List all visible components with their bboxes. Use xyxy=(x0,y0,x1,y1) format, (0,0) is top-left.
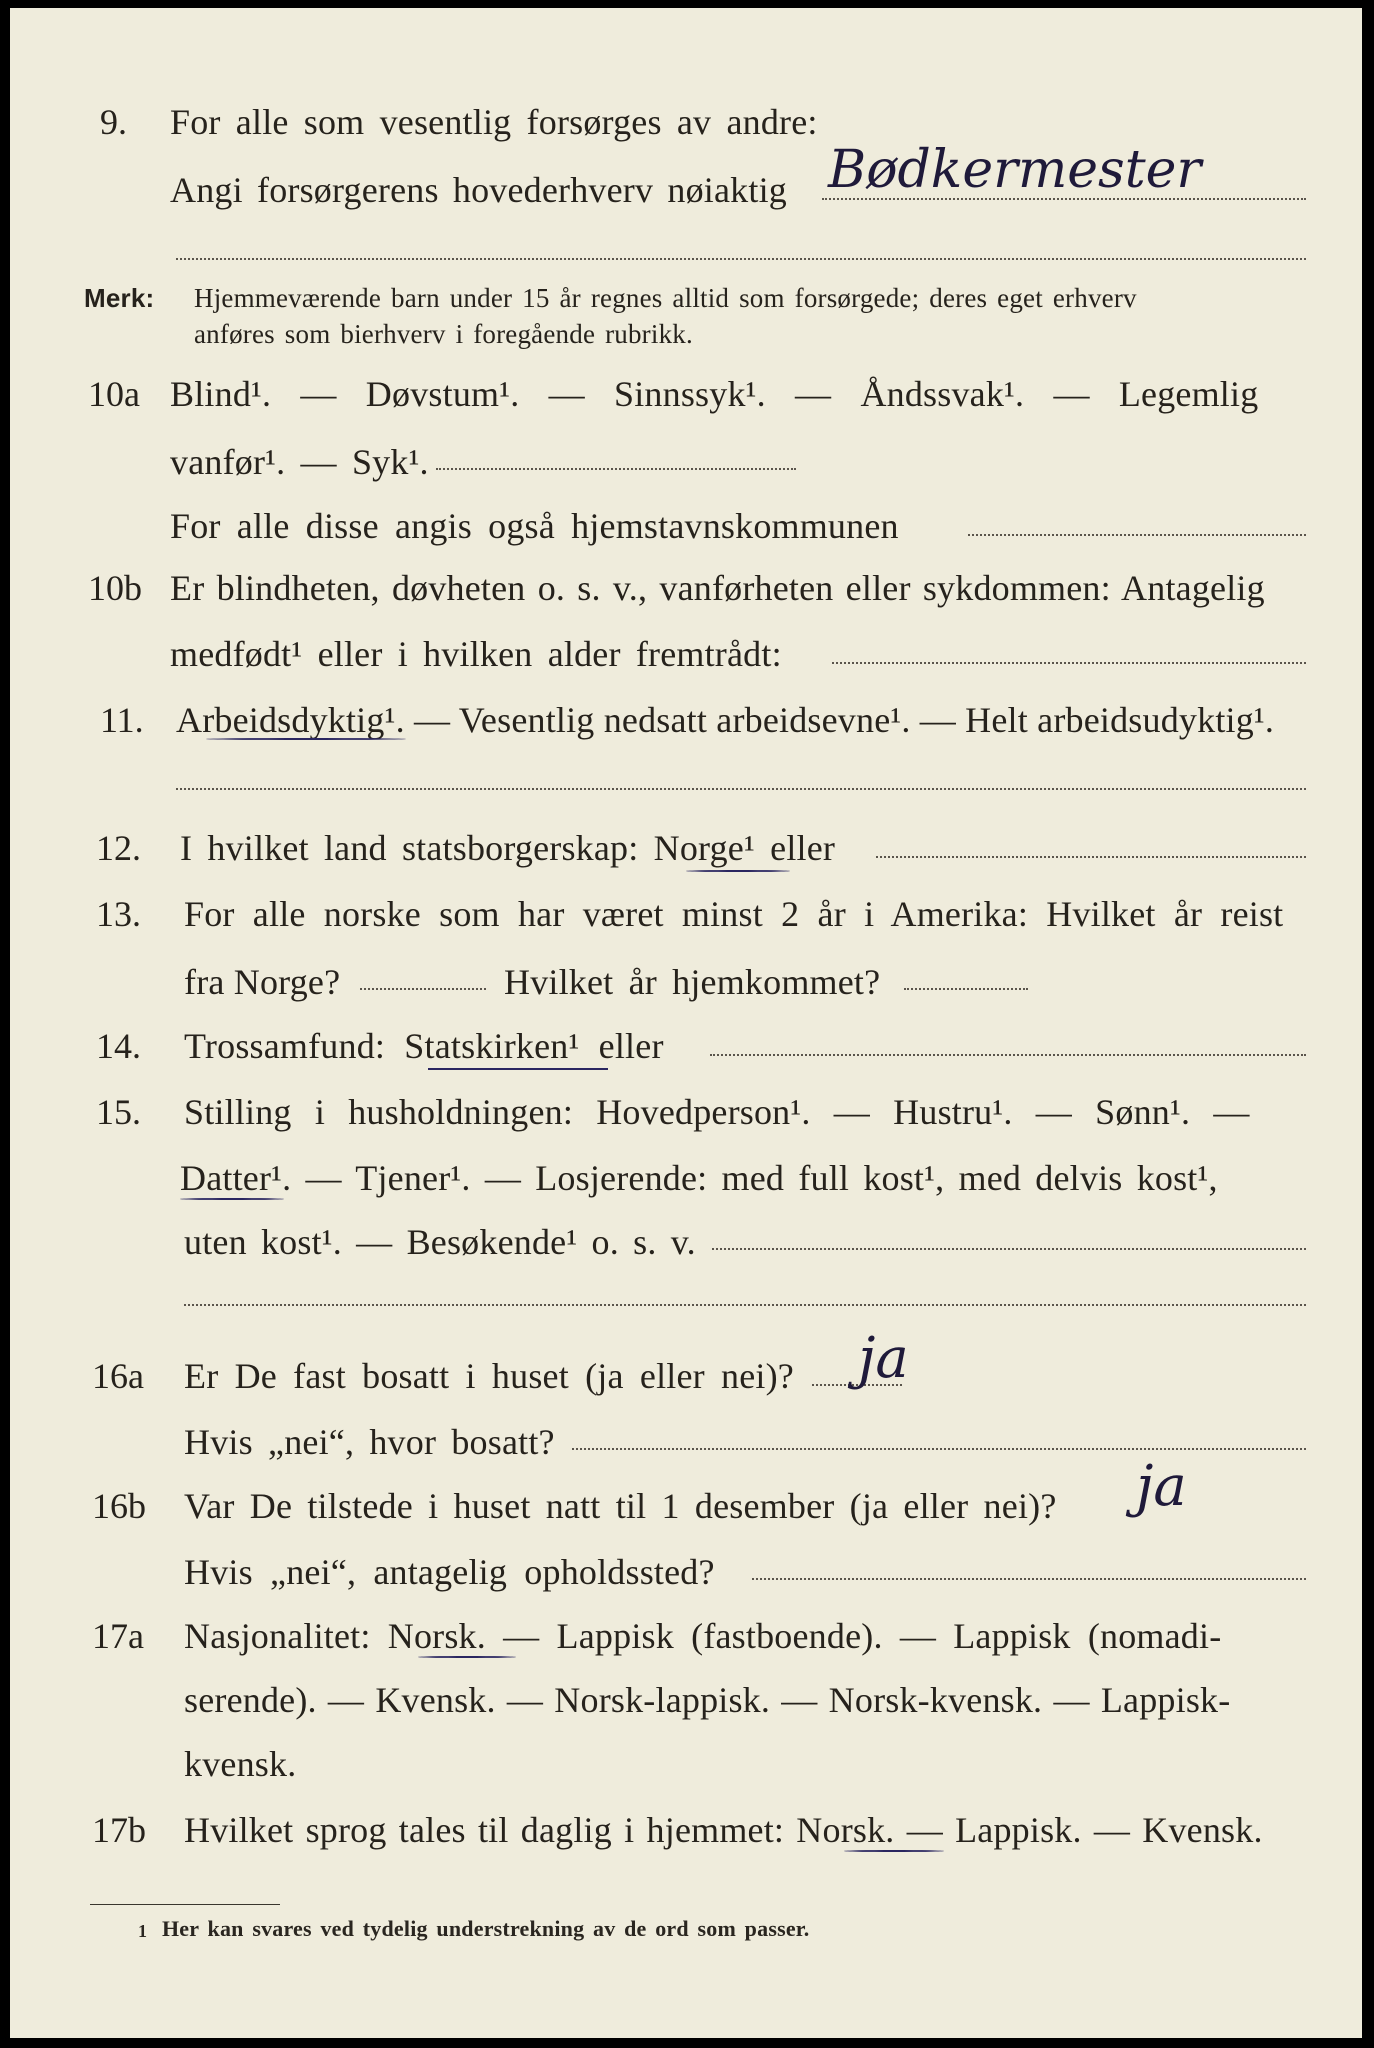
q10b-alder-line xyxy=(832,662,1306,664)
q13-reist-line xyxy=(360,988,486,990)
q10a-line2: vanfør¹. — Syk¹. xyxy=(170,442,429,482)
q17a-line2: serende). — Kvensk. — Norsk-lappisk. — Norsk-kvensk. — Lappisk- xyxy=(184,1680,1231,1720)
q16b-opholdssted-line xyxy=(752,1578,1306,1580)
q15-extra-line1 xyxy=(712,1248,1306,1250)
q17b-underline-norsk xyxy=(844,1850,944,1852)
q9-extra-line xyxy=(176,258,1306,260)
q13-line2b: Hvilket år hjemkommet? xyxy=(504,962,881,1002)
q9-line2: Angi forsørgerens hovederhverv nøiaktig xyxy=(170,170,787,210)
q11-underline-arbeidsdyktig xyxy=(206,738,406,740)
q9-line1: For alle som vesentlig forsørges av andre: xyxy=(170,102,818,142)
q15-line3: uten kost¹. — Besøkende¹ o. s. v. xyxy=(184,1222,696,1262)
q16a-line1: Er De fast bosatt i huset (ja eller nei)? xyxy=(184,1356,794,1396)
q10b-number: 10b xyxy=(88,568,142,608)
q17a-number: 17a xyxy=(92,1616,144,1656)
q16a-bosatt-line xyxy=(572,1448,1306,1450)
q14-underline-statskirken xyxy=(428,1068,608,1070)
q17b-line1: Hvilket sprog tales til daglig i hjemmet: Norsk. — Lappisk. — Kvensk. xyxy=(184,1810,1263,1850)
q11-line1: Arbeidsdyktig¹. — Vesentlig nedsatt arbeidsevne¹. — Helt arbeidsudyktig¹. xyxy=(176,700,1275,740)
q15-number: 15. xyxy=(96,1092,141,1132)
q16b-answer-handwriting: ja xyxy=(1136,1454,1187,1519)
q12-number: 12. xyxy=(96,828,141,868)
q13-line2a: fra Norge? xyxy=(184,962,341,1002)
q12-line1: I hvilket land statsborgerskap: Norge¹ eller xyxy=(180,828,836,868)
q16a-number: 16a xyxy=(92,1356,144,1396)
q10b-line2: medfødt¹ eller i hvilken alder fremtrådt: xyxy=(170,634,782,674)
q11-number: 11. xyxy=(100,700,144,740)
q10a-syk-line xyxy=(436,468,796,470)
merk-line1: Hjemmeværende barn under 15 år regnes alltid som forsørgede; deres eget erhverv xyxy=(194,283,1137,313)
q16b-number: 16b xyxy=(92,1486,146,1526)
merk-label: Merk: xyxy=(84,283,155,313)
q17b-number: 17b xyxy=(92,1810,146,1850)
q15-line1: Stilling i husholdningen: Hovedperson¹. — Hustru¹. — Sønn¹. — xyxy=(184,1092,1250,1132)
census-form-page xyxy=(10,8,1362,2038)
q17a-line3: kvensk. xyxy=(184,1744,297,1784)
q10a-line1: Blind¹. — Døvstum¹. — Sinnssyk¹. — Åndssvak¹. — Legemlig xyxy=(170,374,1259,414)
q13-line1: For alle norske som har været minst 2 år i Amerika: Hvilket år reist xyxy=(184,894,1284,934)
q10a-line3: For alle disse angis også hjemstavnskommunen xyxy=(170,506,899,546)
q11-extra-line xyxy=(176,788,1306,790)
q14-trossamfund-line xyxy=(710,1054,1306,1056)
q13-number: 13. xyxy=(96,894,141,934)
q17a-underline-norsk xyxy=(418,1656,516,1658)
q10a-number: 10a xyxy=(88,374,140,414)
footnote-rule xyxy=(90,1904,280,1905)
q10b-line1: Er blindheten, døvheten o. s. v., vanførheten eller sykdommen: Antagelig xyxy=(170,568,1265,608)
q12-underline-norge xyxy=(686,870,790,872)
q16a-answer-handwriting: ja xyxy=(858,1326,909,1391)
q13-hjemkommet-line xyxy=(904,988,1028,990)
q10a-kommune-line xyxy=(968,534,1306,536)
q15-line2: Datter¹. — Tjener¹. — Losjerende: med full kost¹, med delvis kost¹, xyxy=(180,1158,1218,1198)
q14-line1: Trossamfund: Statskirken¹ eller xyxy=(184,1026,664,1066)
q16a-line2: Hvis „nei“, hvor bosatt? xyxy=(184,1422,555,1462)
q15-underline-datter xyxy=(180,1198,284,1200)
q16b-line1: Var De tilstede i huset natt til 1 desember (ja eller nei)? xyxy=(184,1486,1057,1526)
q17a-line1: Nasjonalitet: Norsk. — Lappisk (fastboende). — Lappisk (nomadi- xyxy=(184,1616,1222,1656)
footnote-text: Her kan svares ved tydelig understrekning av de ord som passer. xyxy=(162,1916,810,1941)
merk-line2: anføres som bierhverv i foregående rubrikk. xyxy=(194,319,693,349)
footnote-mark: 1 xyxy=(138,1921,148,1941)
q12-land-line xyxy=(876,856,1306,858)
q15-extra-line2 xyxy=(184,1304,1306,1306)
q16b-line2: Hvis „nei“, antagelig opholdssted? xyxy=(184,1552,715,1592)
q14-number: 14. xyxy=(96,1026,141,1066)
q9-number: 9. xyxy=(100,102,127,142)
q9-answer-handwriting: Bødkermester xyxy=(828,140,1202,200)
